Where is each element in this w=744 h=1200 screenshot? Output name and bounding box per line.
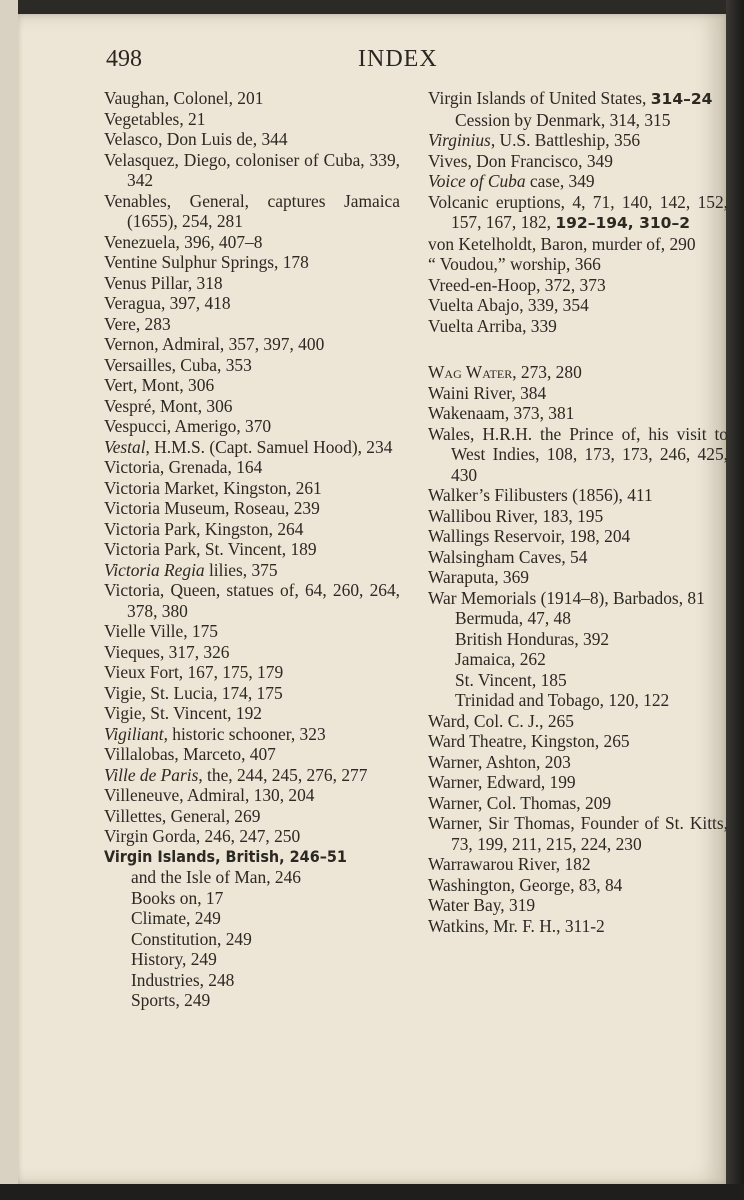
entry-text: Vielle Ville, 175 xyxy=(104,621,218,641)
index-entry xyxy=(104,478,400,499)
entry-text: Vives, Don Francisco, 349 xyxy=(428,150,613,171)
section-gap xyxy=(428,336,728,362)
index-entry xyxy=(428,485,728,506)
index-entry xyxy=(104,539,400,560)
index-entry xyxy=(104,662,400,683)
entry-text: Victoria, Queen, statues of, 64, 260, 264, 378, 380 xyxy=(104,580,400,621)
entry-text: Wag Water xyxy=(428,362,513,382)
page-title: INDEX xyxy=(358,46,438,72)
entry-text: 192–194, 310–2 xyxy=(555,214,690,232)
entry-text: Vigiliant xyxy=(104,723,164,744)
entry-text: Climate, 249 xyxy=(131,908,221,928)
index-entry xyxy=(428,731,728,752)
index-entry xyxy=(104,273,400,294)
entry-text: Warner, Edward, 199 xyxy=(428,772,576,792)
index-entry xyxy=(104,826,400,847)
index-entry xyxy=(428,772,728,793)
entry-text: Ville de Paris xyxy=(104,764,199,785)
index-column-right xyxy=(428,88,728,936)
index-entry xyxy=(428,88,728,110)
index-entry xyxy=(428,234,728,255)
entry-text: Jamaica, 262 xyxy=(455,649,546,669)
index-entry xyxy=(104,642,400,663)
entry-text: von Ketelholdt, Baron, murder of, 290 xyxy=(428,233,696,254)
entry-text: History, 249 xyxy=(131,949,217,969)
index-entry xyxy=(104,785,400,806)
entry-text: Veragua, 397, 418 xyxy=(104,293,231,313)
entry-text: Villettes, General, 269 xyxy=(104,805,261,826)
entry-text: Versailles, Cuba, 353 xyxy=(104,354,252,375)
index-entry xyxy=(428,588,728,609)
index-entry xyxy=(428,752,728,773)
index-entry xyxy=(104,416,400,437)
entry-text: Virgin Islands of United States, xyxy=(428,88,651,108)
index-entry xyxy=(104,129,400,150)
index-subentry xyxy=(104,929,400,950)
entry-text: , H.M.S. (Capt. Samuel Hood), 234 xyxy=(145,436,393,457)
index-entry xyxy=(104,765,400,786)
entry-text: Wakenaam, 373, 381 xyxy=(428,403,575,423)
entry-text: Vieux Fort, 167, 175, 179 xyxy=(104,662,284,682)
index-entry xyxy=(428,895,728,916)
index-entry xyxy=(104,396,400,417)
index-entry xyxy=(428,506,728,527)
index-entry xyxy=(428,275,728,296)
entry-text: Victoria Museum, Roseau, 239 xyxy=(104,498,320,518)
index-subentry xyxy=(428,690,728,711)
page-left-margin xyxy=(0,0,18,1200)
entry-text: Vigie, St. Vincent, 192 xyxy=(104,703,262,723)
entry-text: Vernon, Admiral, 357, 397, 400 xyxy=(104,334,325,354)
entry-text: Cession by Denmark, 314, 315 xyxy=(455,109,671,130)
index-entry xyxy=(104,519,400,540)
index-entry xyxy=(104,293,400,314)
entry-text: , U.S. Battleship, 356 xyxy=(490,130,641,150)
index-entry xyxy=(104,744,400,765)
entry-text: Ward Theatre, Kingston, 265 xyxy=(428,731,630,751)
index-entry xyxy=(428,813,728,854)
entry-text: Venables, General, captures Jamaica (1655), 254, 281 xyxy=(104,190,400,231)
entry-text: Washington, George, 83, 84 xyxy=(428,874,623,895)
index-entry xyxy=(104,109,400,130)
entry-text: Wallings Reservoir, 198, 204 xyxy=(428,526,631,546)
index-entry xyxy=(428,875,728,896)
entry-text: Wallibou River, 183, 195 xyxy=(428,505,604,526)
entry-text: Bermuda, 47, 48 xyxy=(455,608,571,628)
entry-text: , the, 244, 245, 276, 277 xyxy=(198,764,368,785)
entry-text: “ Voudou,” worship, 366 xyxy=(428,254,601,274)
book-page xyxy=(18,14,726,1184)
entry-text: Vere, 283 xyxy=(104,313,171,334)
entry-text: , 273, 280 xyxy=(512,362,582,382)
index-entry xyxy=(428,854,728,875)
entry-text: Wales, H.R.H. the Prince of, his visit to West Indies, 108, 173, 173, 246, 425, 430 xyxy=(428,423,728,485)
entry-text: Victoria Regia xyxy=(104,559,205,580)
entry-text: Velasquez, Diego, coloniser of Cuba, 339, 342 xyxy=(104,149,400,190)
index-entry xyxy=(104,355,400,376)
index-entry xyxy=(104,703,400,724)
index-entry xyxy=(428,916,728,937)
index-subentry xyxy=(104,908,400,929)
index-entry xyxy=(104,88,400,109)
entry-text: Villalobas, Marceto, 407 xyxy=(104,744,276,764)
index-subentry xyxy=(104,970,400,991)
index-entry xyxy=(104,683,400,704)
index-entry xyxy=(428,567,728,588)
index-entry xyxy=(104,560,400,581)
entry-text: Victoria Market, Kingston, 261 xyxy=(104,477,322,498)
entry-text: Villeneuve, Admiral, 130, 204 xyxy=(104,785,315,805)
index-entry xyxy=(428,130,728,151)
entry-text: Walker’s Filibusters (1856), 411 xyxy=(428,485,653,505)
index-subentry xyxy=(104,867,400,888)
index-entry xyxy=(104,580,400,621)
entry-text: lilies, 375 xyxy=(204,559,278,580)
entry-text: Warner, Ashton, 203 xyxy=(428,751,571,772)
entry-text: St. Vincent, 185 xyxy=(455,669,567,690)
entry-text: Water Bay, 319 xyxy=(428,895,536,915)
index-entry xyxy=(428,295,728,316)
index-entry xyxy=(104,314,400,335)
index-subentry xyxy=(104,990,400,1011)
index-entry xyxy=(104,191,400,232)
index-entry xyxy=(428,192,728,234)
entry-text: Warner, Sir Thomas, Founder of St. Kitts, 73, 199, 211, 215, 224, 230 xyxy=(428,813,728,854)
index-entry xyxy=(428,403,728,424)
entry-text: Warrawarou River, 182 xyxy=(428,854,591,874)
index-entry xyxy=(104,847,400,868)
index-entry xyxy=(104,621,400,642)
entry-text: Venus Pillar, 318 xyxy=(104,272,223,293)
entry-text: Vestal xyxy=(104,436,146,457)
entry-text: Waini River, 384 xyxy=(428,382,547,403)
entry-text: Industries, 248 xyxy=(131,969,235,990)
index-subentry xyxy=(428,608,728,629)
entry-text: British Honduras, 392 xyxy=(455,628,610,649)
index-entry xyxy=(104,724,400,745)
entry-text: Warner, Col. Thomas, 209 xyxy=(428,792,612,813)
index-entry xyxy=(104,252,400,273)
entry-text: Vuelta Arriba, 339 xyxy=(428,315,557,336)
entry-text: , historic schooner, 323 xyxy=(163,723,326,744)
index-entry xyxy=(428,362,728,383)
index-entry xyxy=(104,232,400,253)
entry-text: Volcanic eruptions, 4, 71, 140, 142, 152, 157, 167, 182, xyxy=(428,191,728,232)
index-entry xyxy=(104,334,400,355)
index-entry xyxy=(104,437,400,458)
entry-text: Vert, Mont, 306 xyxy=(104,375,215,395)
index-subentry xyxy=(104,888,400,909)
entry-text: Virginius xyxy=(428,130,491,150)
entry-text: Venezuela, 396, 407–8 xyxy=(104,231,263,252)
index-entry xyxy=(104,806,400,827)
entry-text: Vieques, 317, 326 xyxy=(104,641,230,662)
entry-text: Victoria, Grenada, 164 xyxy=(104,457,263,477)
entry-text: Waraputa, 369 xyxy=(428,567,529,587)
index-subentry xyxy=(428,649,728,670)
index-entry xyxy=(104,150,400,191)
entry-text: Vreed-en-Hoop, 372, 373 xyxy=(428,274,606,295)
entry-text: Vespré, Mont, 306 xyxy=(104,395,233,416)
index-entry xyxy=(428,383,728,404)
entry-text: Walsingham Caves, 54 xyxy=(428,546,588,567)
entry-text: Ventine Sulphur Springs, 178 xyxy=(104,252,309,272)
entry-text: Vigie, St. Lucia, 174, 175 xyxy=(104,682,283,703)
entry-text: Velasco, Don Luis de, 344 xyxy=(104,129,288,149)
entry-text: Victoria Park, St. Vincent, 189 xyxy=(104,539,317,559)
index-subentry xyxy=(428,110,728,131)
index-entry xyxy=(104,457,400,478)
index-subentry xyxy=(428,670,728,691)
index-entry xyxy=(104,375,400,396)
entry-text: Trinidad and Tobago, 120, 122 xyxy=(455,690,670,710)
entry-text: Ward, Col. C. J., 265 xyxy=(428,710,574,731)
entry-text: and the Isle of Man, 246 xyxy=(131,867,302,887)
book-spine-shadow xyxy=(726,0,744,1200)
index-entry xyxy=(428,424,728,486)
index-entry xyxy=(428,316,728,337)
entry-text: Voice of Cuba xyxy=(428,171,526,191)
index-entry xyxy=(428,793,728,814)
entry-text: Sports, 249 xyxy=(131,990,211,1010)
entry-text: Victoria Park, Kingston, 264 xyxy=(104,518,304,539)
index-column-left xyxy=(104,88,400,1011)
entry-text: Virgin Gorda, 246, 247, 250 xyxy=(104,826,301,846)
entry-text: Books on, 17 xyxy=(131,887,224,908)
index-entry xyxy=(428,171,728,192)
entry-text: Vespucci, Amerigo, 370 xyxy=(104,416,272,436)
entry-text: Vuelta Abajo, 339, 354 xyxy=(428,295,589,315)
entry-text: Constitution, 249 xyxy=(131,928,252,949)
index-entry xyxy=(104,498,400,519)
entry-text: War Memorials (1914–8), Barbados, 81 xyxy=(428,587,705,608)
entry-text: 314–24 xyxy=(650,90,713,108)
page-number: 498 xyxy=(106,46,142,72)
index-entry xyxy=(428,526,728,547)
index-subentry xyxy=(104,949,400,970)
entry-text: Vaughan, Colonel, 201 xyxy=(104,88,264,108)
entry-text: Virgin Islands, British, 246–51 xyxy=(104,846,347,866)
index-entry xyxy=(428,711,728,732)
index-entry xyxy=(428,151,728,172)
index-entry xyxy=(428,254,728,275)
entry-text: Watkins, Mr. F. H., 311-2 xyxy=(428,915,605,936)
entry-text: case, 349 xyxy=(525,171,595,191)
index-subentry xyxy=(428,629,728,650)
entry-text: Vegetables, 21 xyxy=(104,108,206,129)
index-entry xyxy=(428,547,728,568)
page-bottom-shadow xyxy=(0,1184,744,1200)
